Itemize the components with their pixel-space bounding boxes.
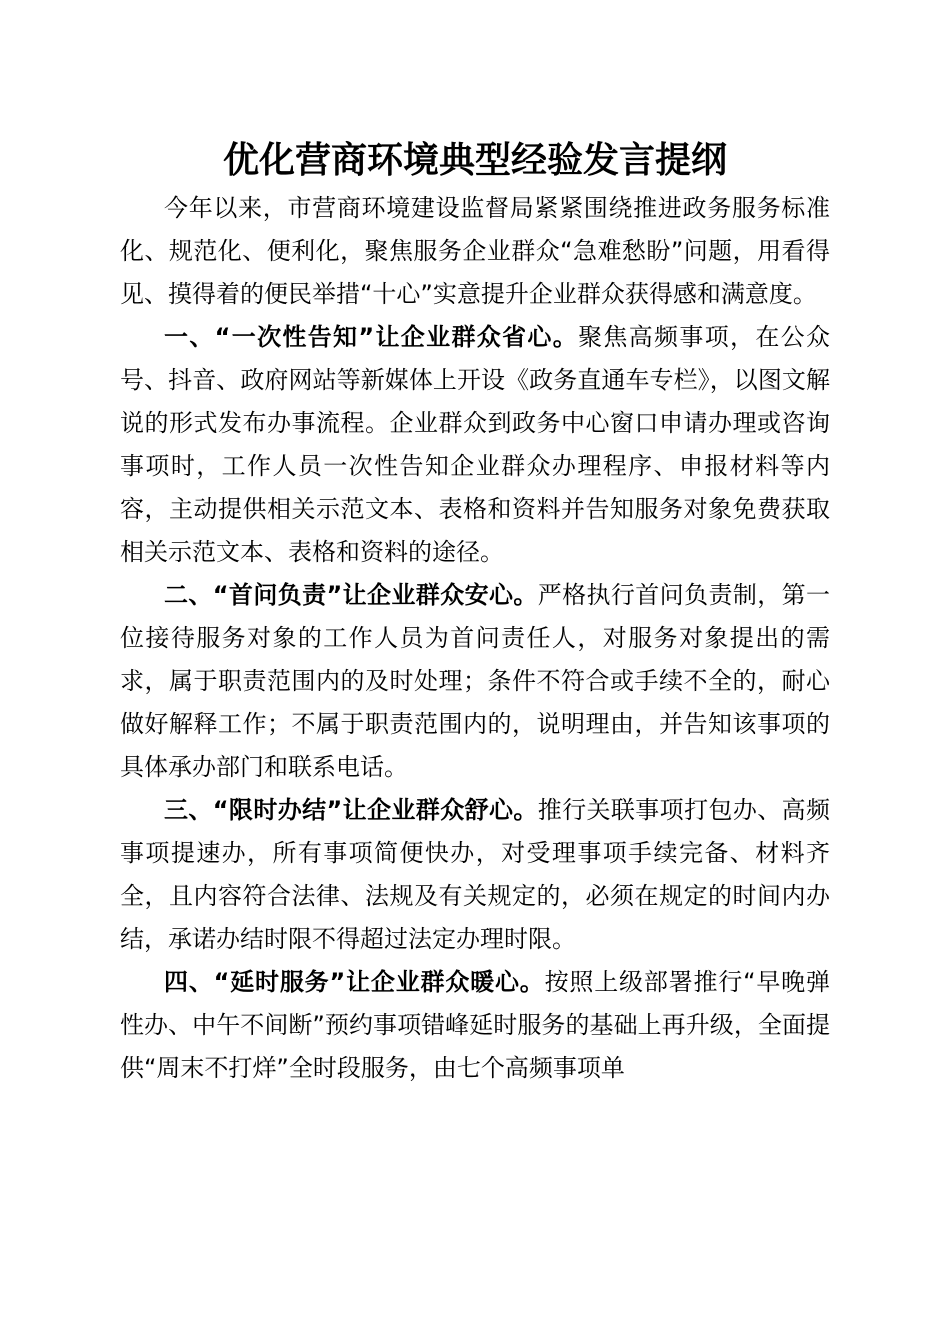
- section-heading-2: 二、“首问负责”让企业群众安心。: [164, 581, 538, 609]
- section-text-3: 推行关联事项打包办、高频事项提速办，所有事项简便快办，对受理事项手续完备、材料齐全，且内容符合法律、法规及有关规定的，必须在规定的时间内办结，承诺办结时限不得超过法定办理时限。: [120, 796, 831, 953]
- page-title: 优化营商环境典型经验发言提纲: [222, 139, 727, 181]
- section-paragraph-3: [120, 789, 830, 961]
- document-body: [120, 187, 830, 1090]
- section-paragraph-1: [120, 316, 830, 574]
- section-heading-4: 四、“延时服务”让企业群众暖心。: [164, 968, 545, 996]
- intro-paragraph: 今年以来，市营商环境建设监督局紧紧围绕推进政务服务标准化、规范化、便利化，聚焦服务企业群众“急难愁盼”问题，用看得见、摸得着的便民举措“十心”实意提升企业群众获得感和满意度。: [120, 194, 830, 308]
- section-paragraph-2: [120, 574, 830, 789]
- section-text-4: 按照上级部署推行“早晚弹性办、中午不间断”预约事项错峰延时服务的基础上再升级，全面提供“周末不打烊”全时段服务，由七个高频事项单: [120, 968, 830, 1082]
- section-text-1: 聚焦高频事项，在公众号、抖音、政府网站等新媒体上开设《政务直通车专栏》，以图文解说的形式发布办事流程。企业群众到政务中心窗口申请办理或咨询事项时，工作人员一次性告知企业群众办理程序、申报材料等内容，主动提供相关示范文本、表格和资料并告知服务对象免费获取相关示范文本、表格和资料的途径。: [120, 323, 831, 566]
- section-heading-1: 一、“一次性告知”让企业群众省心。: [164, 323, 579, 351]
- section-paragraph-4: [120, 961, 830, 1090]
- section-text-2: 严格执行首问负责制，第一位接待服务对象的工作人员为首问责任人，对服务对象提出的需求，属于职责范围内的及时处理；条件不符合或手续不全的，耐心做好解释工作；不属于职责范围内的，说明理由，并告知该事项的具体承办部门和联系电话。: [120, 581, 831, 781]
- section-heading-3: 三、“限时办结”让企业群众舒心。: [164, 796, 538, 824]
